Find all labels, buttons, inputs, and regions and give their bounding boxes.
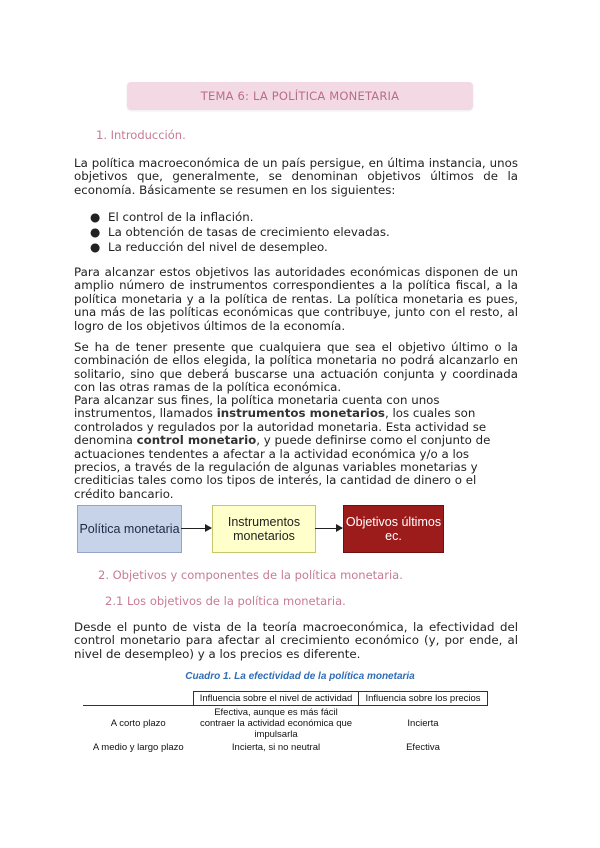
- bullet-icon: ●: [90, 225, 101, 239]
- bullet-icon: ●: [90, 240, 101, 254]
- section-heading-introduccion: 1. Introducción.: [96, 128, 186, 142]
- paragraph-control-monetario: [74, 394, 518, 501]
- diagram-box-instrumentos: Instrumentos monetarios: [212, 505, 316, 553]
- diagram-box-objetivos: Objetivos últimos ec.: [343, 505, 444, 553]
- list-item-text: La reducción del nivel de desempleo.: [108, 240, 328, 254]
- objectives-list: [90, 210, 390, 255]
- table-cell: A medio y largo plazo: [92, 742, 184, 753]
- subsection-heading-objetivos: 2.1 Los objetivos de la política monetaria.: [105, 594, 346, 608]
- text-run: , los cuales son controlados y regulados por la autoridad monetaria. Esta actividad se denomina: [74, 406, 487, 448]
- paragraph-coordination: Se ha de tener presente que cualquiera que sea el objetivo último o la combinación de ellos elegida, la política monetaria no podrá alcanzarlo en solitario, sino que deberá buscarse una actuación conjunta y coordinada con las otras ramas de la política económica.: [74, 340, 518, 395]
- paragraph-efectividad: Desde el punto de vista de la teoría macroeconómica, la efectividad del control monetario para afectar al crecimiento económico (y, por ende, al nivel de desempleo) y a los precios es diferente.: [74, 620, 518, 661]
- table-cell: Incierta, si no neutral: [231, 742, 321, 753]
- term-instrumentos-monetarios: instrumentos monetarios: [216, 406, 385, 421]
- list-item: [90, 210, 390, 225]
- table-header-cell: Influencia sobre los precios: [359, 692, 488, 706]
- table-cell: Efectiva: [406, 742, 440, 753]
- table-header-cell: Influencia sobre el nivel de actividad: [194, 692, 359, 706]
- diagram-box-politica-monetaria: Política monetaria: [77, 505, 182, 553]
- table-row: [83, 741, 488, 754]
- list-item: [90, 225, 390, 240]
- term-control-monetario: control monetario: [136, 433, 257, 448]
- section-heading-objetivos-componentes: 2. Objetivos y componentes de la política monetaria.: [98, 568, 403, 582]
- text-run: Para alcanzar sus fines, la política monetaria cuenta con unos instrumentos, llamados: [74, 393, 440, 421]
- table-header-row: [83, 692, 488, 706]
- bullet-icon: ●: [90, 210, 101, 224]
- effectiveness-table: [83, 691, 488, 754]
- list-item: [90, 240, 390, 255]
- table-row: [83, 706, 488, 742]
- table-cell: Efectiva, aunque es más fácil contraer la actividad económica que impulsarla: [194, 706, 359, 742]
- arrow-right-icon: [181, 528, 211, 529]
- list-item-text: El control de la inflación.: [108, 210, 254, 224]
- chapter-title-banner: TEMA 6: LA POLÍTICA MONETARIA: [127, 82, 473, 110]
- table-cell: Incierta: [359, 706, 488, 742]
- list-item-text: La obtención de tasas de crecimiento elevadas.: [108, 225, 390, 239]
- table-cell: A corto plazo: [83, 706, 194, 742]
- paragraph-intro: La política macroeconómica de un país persigue, en última instancia, unos objetivos que, generalmente, se denominan objetivos últimos de la economía. Básicamente se resumen en los siguientes:: [74, 156, 518, 197]
- arrow-right-icon: [315, 528, 342, 529]
- paragraph-instruments: Para alcanzar estos objetivos las autoridades económicas disponen de un amplio número de instrumentos correspondientes a la política fiscal, a la política monetaria y a la política de rentas. La política monetaria es pues, una más de las políticas económicas que contribuye, junto con el resto, al logro de los objetivos últimos de la economía.: [74, 265, 518, 333]
- table-caption: Cuadro 1. La efectividad de la política monetaria: [185, 671, 415, 682]
- table-header-cell: [83, 692, 194, 706]
- text-run: , y puede definirse como el conjunto de actuaciones tendentes a afectar a la actividad económica y/o a los precios, a través de la regulación de algunas variables monetarias y crediticias tales como los tipos de interés, la cantidad de dinero o el crédito bancario.: [74, 433, 491, 501]
